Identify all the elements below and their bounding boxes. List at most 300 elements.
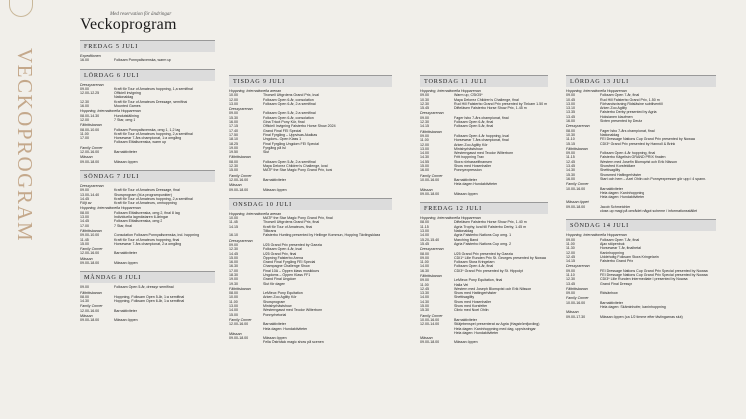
event-time: 14.00 xyxy=(420,151,429,156)
event-time: 16.00 xyxy=(229,120,238,125)
event-time: 13.00-14.40 xyxy=(80,192,100,197)
event-name: Show med Korsfelter xyxy=(454,304,488,309)
event-time: 09.00-10.00 xyxy=(80,233,100,238)
event-time: 13.00 xyxy=(229,304,238,309)
event-name: Hela dagen: Kaninhoppning med dag, uppvisningar xyxy=(454,326,536,331)
event-time: 11.30 xyxy=(566,246,575,251)
day-block xyxy=(80,170,215,265)
venue-section-label: Family Corner xyxy=(566,182,589,187)
event-time: 08.00 xyxy=(80,294,89,299)
event-name: Folksam Open 5-år, 2:a semifinal xyxy=(263,159,316,164)
event-name: Clinic med Noel Ohlin xyxy=(454,308,489,313)
schedule-row xyxy=(229,282,392,286)
event-time: 11.00 xyxy=(420,282,429,287)
venue-section-label: Dressyrarenan xyxy=(229,238,253,243)
event-time: 13.30 xyxy=(420,291,429,296)
event-name: Barnaktiviteter xyxy=(263,322,286,327)
event-time: 08.00 xyxy=(566,128,575,133)
event-time xyxy=(566,195,600,199)
venue-section-label: Family Corner xyxy=(229,317,252,322)
event-name: Champagne Challenge Show xyxy=(263,264,310,269)
event-name: Uddeholtg Folksam Stora Kringelarin xyxy=(600,254,659,259)
event-time: 14.00 xyxy=(420,233,429,238)
event-time: 12.45 xyxy=(566,159,575,164)
schedule-row xyxy=(566,315,716,319)
event-time: 09.00-18.00 xyxy=(80,260,100,265)
schedule-row xyxy=(420,168,548,172)
event-time: 11.00 xyxy=(229,299,238,304)
venue-section-label: Family Corner xyxy=(80,304,103,309)
schedule-row xyxy=(566,305,716,309)
event-time: 12.45 xyxy=(420,286,429,291)
event-name: Fella Östrbäck magic show på scenen xyxy=(263,340,324,345)
event-time: 12.00-16.00 xyxy=(229,177,249,182)
event-time: 13.00 xyxy=(80,215,89,220)
page-title: Veckoprogram xyxy=(80,16,177,33)
event-name: Mässan öppen (ca 1/2 timme efter tävlingarnas slut) xyxy=(600,314,683,319)
event-time: 12.00-16.00 xyxy=(80,308,100,313)
day-block xyxy=(420,202,548,345)
event-time: 15.45 xyxy=(420,241,429,246)
event-name: Folksam Ponnyallsvenska, omg 1, 1,2 lag xyxy=(114,127,181,132)
event-time: 11.00 xyxy=(420,260,429,265)
event-name: Ridsänhow xyxy=(600,291,618,296)
event-time: 15.30 xyxy=(420,308,429,313)
event-name: LeMieux Pony Equitation xyxy=(263,291,303,296)
event-time: 11.45 xyxy=(80,237,89,242)
event-name: Falsterbo Kägelisin GRAND PRIX finalen xyxy=(600,155,666,160)
event-name: Folksam Open 4-år, final xyxy=(454,264,494,269)
event-name: Folksam Elitallsvenska, omg 2 xyxy=(114,219,163,224)
event-time: 12.30 xyxy=(229,247,238,252)
venue-section-label: Hoppning, Internationella Hopparenan xyxy=(80,109,141,114)
event-name: Hoksianen klaufmen xyxy=(600,114,633,119)
event-name: Mässan öppen xyxy=(454,191,478,196)
event-time: 19.00 xyxy=(229,277,238,282)
schedule-row xyxy=(229,233,392,237)
event-name: Barnaktiviteter xyxy=(114,308,137,313)
event-time: 14.30 xyxy=(566,168,575,173)
event-name: LeMieux Pony Equitation, final xyxy=(454,278,503,283)
event-name: Mässan öppen xyxy=(114,260,138,265)
event-name: Hela dagen: Skäminhofer, kaninhoppning xyxy=(600,305,666,310)
venue-section-label: Family Corner xyxy=(420,173,443,178)
venue-section-label: Fältrittsbanan xyxy=(80,123,102,128)
event-time: 12.00-16.00 xyxy=(80,251,100,256)
event-time: 14.45 xyxy=(80,196,89,201)
event-time: 19.50 xyxy=(229,150,238,155)
event-time: 12.30 xyxy=(80,99,89,104)
schedule-row xyxy=(420,340,548,344)
schedule-row xyxy=(229,340,392,344)
venue-section-label: Family Corner xyxy=(420,313,443,318)
event-name: Consolation Folksam Ponnyallsvenska, ind. hoppning xyxy=(114,233,200,238)
event-time: 15.00 xyxy=(80,241,89,246)
event-name: Westerngasst med Teodor Wilterborn xyxy=(263,308,323,313)
event-time: 09.00 xyxy=(420,93,429,98)
schedule-row xyxy=(420,124,548,128)
event-time: 09.00-18.00 xyxy=(80,318,100,323)
venue-section-label: Mässan xyxy=(80,314,93,319)
event-time: 12.30 xyxy=(420,101,429,106)
schedule-column xyxy=(229,75,392,351)
venue-section-label: Fältrittsbanan xyxy=(566,146,588,151)
venue-section-label: Family Corner xyxy=(229,173,252,178)
event-time: 09.00 xyxy=(566,151,575,156)
event-name: Folksam Open 6-år, consolation xyxy=(263,115,314,120)
venue-section-label: Hoppning, Internationella Hopparenan xyxy=(80,206,141,211)
event-time: 09.00 xyxy=(80,86,89,91)
event-name: Start och hem – Axel Ohlin och Ponnyexpresser gör upp i 4 spann. xyxy=(600,176,707,181)
event-name: Hela dagen: Hundaktiviteter xyxy=(600,195,645,200)
event-name: Rud Hill Falsterbo Grand Prix, 1.50 m xyxy=(600,97,660,102)
event-time: 12.30 xyxy=(420,120,429,125)
event-time: 15.00 xyxy=(229,168,238,173)
event-name: Falsterbo Hunting presented by Hellinge Kommun, Hopping Tävlingsklass xyxy=(263,233,381,238)
event-name: Folksam Open 6-år, consolation xyxy=(263,97,314,102)
venue-section-label: Mässan öppet xyxy=(566,200,589,205)
event-time: 16.00 xyxy=(80,58,89,63)
event-name: Barnaktiviteter xyxy=(454,177,477,182)
event-time: 13.35 xyxy=(566,110,575,115)
venue-section-label: Fältrittsbanan xyxy=(420,273,442,278)
event-name: Horsewear 7-års championat, 2:a omgång xyxy=(114,241,182,246)
event-name: Stora rörhasselfinansen xyxy=(454,159,492,164)
schedule-row xyxy=(229,102,392,106)
event-name: Hoppning, Folksam Open 5-år, 1:a semifinal xyxy=(114,294,185,299)
schedule-row xyxy=(229,178,392,182)
event-time: 16.00 xyxy=(229,260,238,265)
event-time: 19.30 xyxy=(229,281,238,286)
day-block xyxy=(229,198,392,345)
event-time xyxy=(229,327,263,331)
event-name: Ajax stöpenbuk xyxy=(600,241,625,246)
event-name: Förhandsvisning Ridsläsine subtilventill xyxy=(600,101,663,106)
vertical-title: VECKOPROGRAM xyxy=(13,48,37,243)
event-name: U25 Grand Prix presented by Gaezia xyxy=(454,251,513,256)
event-time: 17.50 xyxy=(229,132,238,137)
event-time: 16.30 xyxy=(229,264,238,269)
event-time: 09.00 xyxy=(566,268,575,273)
event-time: 10.30 xyxy=(420,97,429,102)
event-time: 14.30 xyxy=(80,299,89,304)
venue-section-label: Dressyrarenan xyxy=(80,82,104,87)
schedule-row xyxy=(420,106,548,110)
event-name: Hundutställning xyxy=(114,113,139,118)
schedule-row xyxy=(80,201,215,205)
event-time: 12.30 xyxy=(566,277,575,282)
venue-section-label: Hoppning, Internationella Hopparenan xyxy=(566,89,627,93)
event-name: Ungdoms – Öppen Klass FF1 xyxy=(263,272,311,277)
event-time: 09.00-18.00 xyxy=(229,336,249,341)
event-name: Hoppning, Folksam Open 6-år, 1:a semifinal xyxy=(114,299,185,304)
event-name: Kraft för Tour of Amateurs Dressage, semifinal xyxy=(114,99,188,104)
event-name: Folksam Open 4-år hoppning, kval xyxy=(454,133,509,138)
schedule-row xyxy=(420,269,548,273)
schedule-row xyxy=(80,150,215,154)
schedule-row xyxy=(229,327,392,331)
event-name: Thorsell Uttgrdens Grand Prix, final xyxy=(263,220,320,225)
event-name: Folksam Elitallsvenska, warm up xyxy=(114,140,167,145)
event-name: MATF the Star Magic Pony Grand Prix, kval xyxy=(263,168,333,173)
venue-section-label: Mässan xyxy=(80,155,93,160)
event-name: FEI Dressage Nations Cup Grand Prix presented by Nowaa xyxy=(600,137,695,142)
event-time: 17.40 xyxy=(229,128,238,133)
event-name: Hela dagen: Hundaktiviteter xyxy=(263,326,308,331)
event-name: Difteläsen Falsterbo Horse Show Prix, 1.40 m xyxy=(454,220,527,225)
schedule-row xyxy=(229,188,392,192)
event-name: FEI Dressage Nations Cup Grand Prix Special presented by Nowaa xyxy=(600,268,708,273)
event-time: 15.15 xyxy=(566,141,575,146)
event-time xyxy=(229,340,263,344)
event-name: Difteläsen Falsterbo Horse Show Prix, 1.45 m xyxy=(454,106,527,111)
schedule-column xyxy=(80,40,215,329)
schedule-row xyxy=(566,177,716,181)
event-name: Kraft för Tour of Amateurs Dressage, final xyxy=(114,188,180,193)
event-time: 14.00 xyxy=(420,295,429,300)
event-name: Mässan öppen xyxy=(263,187,287,192)
event-name: Showprogram (bl.a programpunkter) xyxy=(114,192,172,197)
day-heading: SÖNDAG 7 JULI xyxy=(80,170,215,182)
day-heading: SÖNDAG 14 JULI xyxy=(566,219,716,231)
day-block xyxy=(566,75,716,213)
day-block xyxy=(566,219,716,319)
event-name: Folksam Open 7-år, final xyxy=(600,237,640,242)
event-name: CDI3* Grand Prix presented by St. Hippolyt xyxy=(454,268,523,273)
schedule-row xyxy=(420,242,548,246)
event-name: Thorsell Uttgrdens Grand Prix, kval xyxy=(263,93,319,98)
event-time: 12.00 xyxy=(80,117,89,122)
event-name: Individuella lagmästaren 6-åringar xyxy=(114,215,169,220)
event-name: Minishyrhästshow xyxy=(263,304,292,309)
venue-section-label: Hoppning, Internationella Hopparenan xyxy=(420,216,481,221)
event-time: 18.25 xyxy=(229,141,238,146)
event-time: 09.00-17.30 xyxy=(566,314,586,319)
day-heading: TISDAG 9 JULI xyxy=(229,75,392,87)
event-name: Barnaktiviteter xyxy=(600,300,623,305)
venue-section-label: Family Corner xyxy=(80,145,103,150)
event-name: Nationaldag xyxy=(454,229,474,234)
event-time: 16.30 xyxy=(420,268,429,273)
venue-section-label: Hoppning, Internationella arenan xyxy=(229,89,282,93)
event-name: Ponnyrhetorial xyxy=(263,312,287,317)
day-block xyxy=(80,40,215,63)
event-name: Ungdom– Open Klass 1 xyxy=(263,137,302,142)
event-time: 12.00-16.00 xyxy=(229,322,249,327)
schedule-row xyxy=(80,140,215,144)
schedule-row xyxy=(80,58,215,62)
schedule-row xyxy=(80,160,215,164)
event-time: 14.15 xyxy=(229,224,238,229)
event-name: Tillkrans xyxy=(263,229,277,234)
schedule-column xyxy=(420,75,548,351)
event-time: 13.00 xyxy=(566,101,575,106)
event-name: Marching Band xyxy=(454,237,479,242)
event-name: Officiell invigning xyxy=(114,91,141,96)
event-name: Folksam Open 4-år, kval xyxy=(263,247,302,252)
event-time: 17.00 xyxy=(229,268,238,273)
event-time: 10.00-16.00 xyxy=(420,317,440,322)
event-time: 13.00 xyxy=(420,229,429,234)
event-time: 10.00 xyxy=(229,295,238,300)
event-name: Show med Hosenhaller xyxy=(454,164,492,169)
event-name: Agria Trophy, kval till Falsterbo Derby, 1.45 m xyxy=(454,224,527,229)
event-name: Nationaldag xyxy=(114,95,134,100)
event-name: U25 Grand Prix, final xyxy=(263,251,297,256)
schedule-row xyxy=(229,168,392,172)
event-name: Halla Vei xyxy=(454,282,469,287)
event-time: 13.45 xyxy=(566,164,575,169)
event-time: 09.00-18.00 xyxy=(420,340,440,345)
event-name: Folksam Stora Kringelarn xyxy=(454,260,495,265)
venue-section-label: Mässan xyxy=(229,183,242,188)
venue-section-label: Dressyrarenan xyxy=(420,247,444,252)
event-time: 12.00-14.00 xyxy=(420,322,440,327)
schedule-row xyxy=(80,318,215,322)
event-time: 08.00-14.30 xyxy=(80,113,100,118)
event-name: Mässan öppen xyxy=(263,336,287,341)
event-time: 14.15 xyxy=(420,124,429,129)
event-time: 09.00 xyxy=(420,115,429,120)
event-name: Stiäjebenspel presenterat av Agria (Hagströmfjording) xyxy=(454,322,540,327)
event-name: Fager Isbo 7-års championat, final xyxy=(454,115,509,120)
event-time: 15.00 xyxy=(229,312,238,317)
event-name: Barnaktiviteter xyxy=(600,186,623,191)
event-time: 09.00 xyxy=(420,133,429,138)
event-name: Falsterbo Grand Prix xyxy=(600,259,634,264)
event-name: Minishyrhästshow xyxy=(454,146,483,151)
event-time: 14.15 xyxy=(566,259,575,264)
event-name: Western med Joseph Blomqvist och Erik Nilsson xyxy=(454,286,532,291)
event-time: 10.00-16.00 xyxy=(420,177,440,182)
event-time: 08.00 xyxy=(420,220,429,225)
event-time: 08.00 xyxy=(420,251,429,256)
schedule-row xyxy=(566,282,716,286)
event-name: Shettisagility xyxy=(600,168,621,173)
day-heading: MÅNDAG 8 JULI xyxy=(80,271,215,283)
venue-section-label: Dressyrarenan xyxy=(420,111,444,116)
schedule-row xyxy=(229,150,392,154)
event-time: 14.30 xyxy=(420,155,429,160)
event-name: Folksam Elitallsvenska, omg 2, final 8 lag xyxy=(114,210,180,215)
schedule-row xyxy=(566,195,716,199)
event-name: Kaninhoppning xyxy=(600,250,624,255)
event-name: Folksam Open 5-år, dressyr semifinal xyxy=(114,285,174,290)
event-time: 08.00 xyxy=(229,291,238,296)
event-name: Final Fyrgång – Uppvisas Akalkas xyxy=(263,132,318,137)
venue-section-label: Fältrittsbanan xyxy=(420,129,442,134)
venue-section-label: Fältrittsbanan xyxy=(566,286,588,291)
event-time: 14.55 xyxy=(420,159,429,164)
venue-section-label: Hoppning, Internationella arenan xyxy=(229,211,282,216)
event-time: 12.00 xyxy=(229,97,238,102)
event-time: 12.00-12.25 xyxy=(80,91,100,96)
event-time: 12.45 xyxy=(566,254,575,259)
event-time xyxy=(420,331,454,335)
event-name: Horsewear 7-års championat, final xyxy=(454,138,509,143)
event-name: Fyrgång på Isl xyxy=(263,145,286,150)
event-name: Öppning Falsterbo Arena xyxy=(263,255,303,260)
event-time: 13.00 xyxy=(229,101,238,106)
day-heading: FREDAG 5 JULI xyxy=(80,40,215,52)
event-time: 16.00 xyxy=(80,104,89,109)
event-time: 08.00 xyxy=(229,159,238,164)
event-name: Grand Final FEI Special xyxy=(263,128,302,133)
event-time: 12.00-16.00 xyxy=(80,150,100,155)
event-name: Mässan öppen xyxy=(454,340,478,345)
event-name: Westerngasst med Teodor Wilterborn xyxy=(454,151,514,156)
schedule-row xyxy=(80,261,215,265)
event-time: 09.00-18.00 xyxy=(420,191,440,196)
event-time: 09.00 xyxy=(566,93,575,98)
event-name: Folksam Ponnyallsvenska, warm up xyxy=(114,58,172,63)
event-name: Officiell Invigning Falsterbo Horse Show 2024 xyxy=(263,124,336,129)
event-name: Kraft för Tour of Amateurs hoppning, 2,a semifinal xyxy=(114,196,193,201)
schedule-column xyxy=(566,75,716,325)
event-time: 16.00 xyxy=(566,119,575,124)
event-name: Show med Hattingerhäster xyxy=(454,291,497,296)
venue-section-label: Mässan xyxy=(80,256,93,261)
event-time: 17.00 xyxy=(80,223,89,228)
schedule-row xyxy=(80,309,215,313)
day-heading: LÖRDAG 6 JULI xyxy=(80,69,215,81)
event-name: Arken Zoo Agility xyxy=(600,106,627,111)
day-heading: ONSDAG 10 JULI xyxy=(229,198,392,210)
event-name: Slut xyxy=(263,150,270,155)
event-time: 10.30 xyxy=(566,132,575,137)
event-name: Barnaktiviteter xyxy=(454,317,477,322)
event-time: 14.00 xyxy=(420,264,429,269)
event-time: 09.00-18.00 xyxy=(566,204,586,209)
event-time: 17.00 xyxy=(80,136,89,141)
event-time: 13.00 xyxy=(420,146,429,151)
venue-section-label: Mässan xyxy=(420,187,433,192)
event-time: 18.30 xyxy=(229,272,238,277)
event-time xyxy=(420,182,454,186)
sidebar xyxy=(0,0,50,419)
event-name: Fager Isbo 7-års championat, final xyxy=(600,128,655,133)
event-time: 11.10 xyxy=(566,137,575,142)
event-name: Ponnyexpression xyxy=(454,168,482,173)
event-name: U25 Grand Prix presented by Gaezia xyxy=(263,242,322,247)
event-time: 09.00 xyxy=(229,242,238,247)
logo-emblem xyxy=(9,0,33,17)
event-time: 13.45 xyxy=(566,281,575,286)
event-time: 11.10 xyxy=(566,272,575,277)
day-block xyxy=(80,69,215,164)
schedule-row xyxy=(566,142,716,146)
event-time: 12.00 xyxy=(566,250,575,255)
event-name: Mässan öppen xyxy=(114,318,138,323)
event-time: 16.00 xyxy=(566,176,575,181)
event-name: Show med Hosenhaller xyxy=(454,299,492,304)
event-name: Hela dagen: Hundaktiviteter xyxy=(454,330,499,335)
event-time: 15.45 xyxy=(420,106,429,111)
event-name: Mässan öppen xyxy=(114,159,138,164)
event-name: Showmed Haflingerhäster xyxy=(600,172,642,177)
event-name: Kraft för Tour of Amateurs, omhoppning xyxy=(114,201,177,206)
event-name: Rud Hill Falsterbo Grand Prix presented by Tinkam 1.50 m xyxy=(454,101,548,106)
event-name: Horsewear 7-års championat, 1:a omgång xyxy=(114,136,182,141)
event-name: Folksam Open 5-år, 2:a semifinal xyxy=(263,111,316,116)
venue-section-label: Fältrittsbanan xyxy=(80,228,102,233)
event-time: 12.30 xyxy=(229,164,238,169)
event-time: 16.10 xyxy=(229,233,238,238)
schedule-row xyxy=(566,209,716,213)
venue-section-label: Expeditionen xyxy=(80,54,101,58)
event-name: Arken Zoo Agility Kör xyxy=(454,142,488,147)
event-name: FEI Dressage Nations Cup Grand Prix Special presented by Nowaa xyxy=(600,272,708,277)
